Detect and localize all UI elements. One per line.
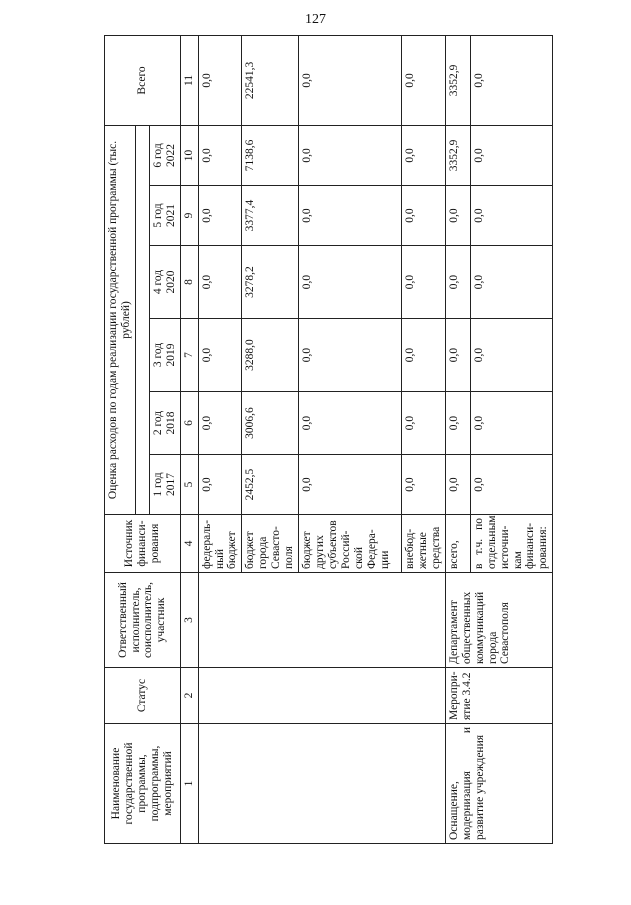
- table-row: [198, 35, 242, 843]
- col-number: 7: [180, 319, 198, 392]
- header-year-4: 4 год 2020: [150, 246, 181, 319]
- rotated-table-container: [104, 36, 550, 844]
- total-cell: 0,0: [402, 35, 446, 125]
- source-cell: федераль-ный бюджет: [198, 515, 242, 573]
- value-cell: 0,0: [198, 246, 242, 319]
- value-cell: 0,0: [299, 319, 402, 392]
- col-number: 11: [180, 35, 198, 125]
- header-year-1: 1 год 2017: [150, 455, 181, 515]
- value-cell: 0,0: [470, 392, 552, 455]
- value-cell: 0,0: [402, 186, 446, 246]
- col-number: 6: [180, 392, 198, 455]
- expenditure-table: [104, 35, 553, 844]
- value-cell: 7138,6: [242, 125, 299, 185]
- block1-status-cell: [198, 668, 445, 724]
- block1-name-cell: [198, 724, 445, 844]
- value-cell: 0,0: [402, 319, 446, 392]
- col-number: 2: [180, 668, 198, 724]
- value-cell: 0,0: [299, 125, 402, 185]
- value-cell: 0,0: [470, 319, 552, 392]
- value-cell: 0,0: [470, 186, 552, 246]
- measure-name-cell: Оснащение, модернизация и развитие учреждения: [445, 724, 552, 844]
- value-cell: 0,0: [445, 455, 470, 515]
- source-cell: бюджет города Севасто-поля: [242, 515, 299, 573]
- total-cell: 22541,3: [242, 35, 299, 125]
- table-row: [445, 35, 470, 843]
- value-cell: 0,0: [198, 319, 242, 392]
- value-cell: 0,0: [470, 125, 552, 185]
- header-estimate: Оценка расходов по годам реализации государственной программы (тыс. рублей): [105, 125, 136, 514]
- col-number: 5: [180, 455, 198, 515]
- value-cell: 0,0: [445, 246, 470, 319]
- value-cell: 3288,0: [242, 319, 299, 392]
- header-executor: Ответственный исполнитель, соисполнитель, участник: [105, 573, 181, 668]
- value-cell: 0,0: [470, 455, 552, 515]
- value-cell: 0,0: [198, 455, 242, 515]
- col-number: 1: [180, 724, 198, 844]
- header-source: Источник финанси-рования: [105, 515, 181, 573]
- page-number: 127: [305, 12, 326, 27]
- total-cell: 0,0: [299, 35, 402, 125]
- measure-executor-cell: Департамент общественных коммуникаций города Севастополя: [445, 573, 552, 668]
- block1-executor-cell: [198, 573, 445, 668]
- header-status: Статус: [105, 668, 181, 724]
- value-cell: 3377,4: [242, 186, 299, 246]
- header-total: Всего: [105, 35, 181, 125]
- value-cell: 3278,2: [242, 246, 299, 319]
- header-name: Наименование государственной программы, подпрограммы, мероприятий: [105, 724, 181, 844]
- value-cell: 0,0: [299, 455, 402, 515]
- col-number: 9: [180, 186, 198, 246]
- value-cell: 0,0: [445, 186, 470, 246]
- value-cell: 3352,9: [445, 125, 470, 185]
- source-cell: в т.ч. по отдельным источни-кам финанси-рования:: [470, 515, 552, 573]
- value-cell: 0,0: [299, 246, 402, 319]
- value-cell: 0,0: [402, 125, 446, 185]
- header-spacer: [136, 125, 150, 514]
- col-number: 3: [180, 573, 198, 668]
- source-cell: всего,: [445, 515, 470, 573]
- value-cell: 0,0: [470, 246, 552, 319]
- header-year-6: 6 год 2022: [150, 125, 181, 185]
- value-cell: 3006,6: [242, 392, 299, 455]
- value-cell: 0,0: [198, 125, 242, 185]
- value-cell: 2452,5: [242, 455, 299, 515]
- value-cell: 0,0: [299, 186, 402, 246]
- column-number-row: [180, 35, 198, 843]
- measure-status-cell: Меропри-ятие 3.4.2: [445, 668, 552, 724]
- header-year-3: 3 год 2019: [150, 319, 181, 392]
- value-cell: 0,0: [299, 392, 402, 455]
- total-cell: 3352,9: [445, 35, 470, 125]
- value-cell: 0,0: [402, 392, 446, 455]
- value-cell: 0,0: [445, 392, 470, 455]
- value-cell: 0,0: [198, 392, 242, 455]
- header-year-2: 2 год 2018: [150, 392, 181, 455]
- col-number: 4: [180, 515, 198, 573]
- header-year-5: 5 год 2021: [150, 186, 181, 246]
- value-cell: 0,0: [445, 319, 470, 392]
- value-cell: 0,0: [402, 246, 446, 319]
- source-cell: внебюд-жетные средства: [402, 515, 446, 573]
- total-cell: 0,0: [470, 35, 552, 125]
- total-cell: 0,0: [198, 35, 242, 125]
- value-cell: 0,0: [402, 455, 446, 515]
- source-cell: бюджет других субъектов Россий-ской Федера-ции: [299, 515, 402, 573]
- value-cell: 0,0: [198, 186, 242, 246]
- col-number: 10: [180, 125, 198, 185]
- col-number: 8: [180, 246, 198, 319]
